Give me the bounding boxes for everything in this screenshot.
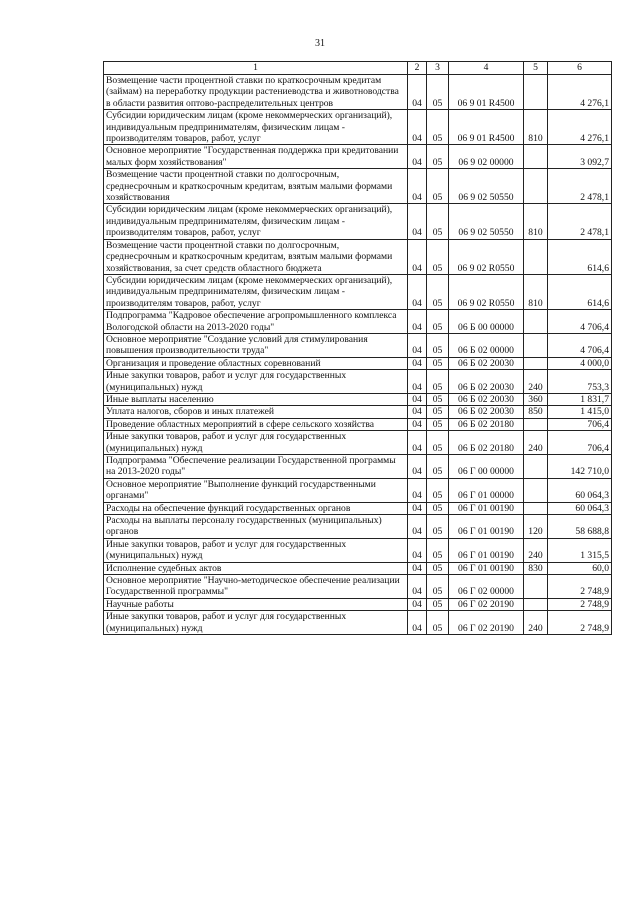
- subsection-code-cell: 05: [427, 239, 449, 274]
- expense-type-cell: [524, 478, 548, 502]
- target-article-cell: 06 9 01 R4500: [449, 75, 524, 110]
- subsection-code-cell: 05: [427, 418, 449, 430]
- section-code-cell: 04: [408, 75, 427, 110]
- target-article-cell: 06 9 02 R0550: [449, 239, 524, 274]
- target-article-cell: 06 Г 01 00190: [449, 515, 524, 539]
- row-name-cell: Подпрограмма "Кадровое обеспечение агропромышленного комплекса Вологодской области на 2013-2020 годы": [104, 310, 408, 334]
- target-article-cell: 06 Г 01 00190: [449, 538, 524, 562]
- amount-cell: 142 710,0: [548, 455, 612, 479]
- expense-type-cell: 810: [524, 110, 548, 145]
- section-code-cell: 04: [408, 455, 427, 479]
- header-row: [104, 62, 612, 75]
- row-name-cell: Иные закупки товаров, работ и услуг для государственных (муниципальных) нужд: [104, 370, 408, 394]
- column-header: 3: [427, 62, 449, 75]
- amount-cell: 2 478,1: [548, 169, 612, 204]
- subsection-code-cell: 05: [427, 431, 449, 455]
- subsection-code-cell: 05: [427, 145, 449, 169]
- table-row: [104, 274, 612, 309]
- expense-type-cell: [524, 357, 548, 369]
- target-article-cell: 06 Г 02 20190: [449, 598, 524, 610]
- section-code-cell: 04: [408, 370, 427, 394]
- table-row: [104, 611, 612, 635]
- amount-cell: 2 748,9: [548, 575, 612, 599]
- section-code-cell: 04: [408, 538, 427, 562]
- amount-cell: 60 064,3: [548, 478, 612, 502]
- subsection-code-cell: 05: [427, 310, 449, 334]
- row-name-cell: Иные выплаты населению: [104, 393, 408, 405]
- subsection-code-cell: 05: [427, 538, 449, 562]
- column-header: 5: [524, 62, 548, 75]
- table-row: [104, 406, 612, 418]
- expense-type-cell: [524, 145, 548, 169]
- subsection-code-cell: 05: [427, 393, 449, 405]
- table-row: [104, 110, 612, 145]
- expense-type-cell: 810: [524, 274, 548, 309]
- subsection-code-cell: 05: [427, 370, 449, 394]
- row-name-cell: Субсидии юридическим лицам (кроме некоммерческих организаций), индивидуальным предпринимателям, физическим лицам - производителям товаров, работ, услуг: [104, 110, 408, 145]
- amount-cell: 4 000,0: [548, 357, 612, 369]
- section-code-cell: 04: [408, 333, 427, 357]
- expense-type-cell: 240: [524, 431, 548, 455]
- expense-type-cell: 240: [524, 370, 548, 394]
- target-article-cell: 06 Б 02 20180: [449, 418, 524, 430]
- table-row: [104, 478, 612, 502]
- amount-cell: 4 706,4: [548, 310, 612, 334]
- section-code-cell: 04: [408, 145, 427, 169]
- row-name-cell: Возмещение части процентной ставки по долгосрочным, среднесрочным и краткосрочным кредитам, взятым малыми формами хозяйствования: [104, 169, 408, 204]
- expense-type-cell: [524, 455, 548, 479]
- section-code-cell: 04: [408, 502, 427, 514]
- row-name-cell: Основное мероприятие "Государственная поддержка при кредитовании малых форм хозяйствования": [104, 145, 408, 169]
- table-row: [104, 418, 612, 430]
- amount-cell: 2 748,9: [548, 598, 612, 610]
- amount-cell: 4 276,1: [548, 110, 612, 145]
- table-row: [104, 169, 612, 204]
- target-article-cell: 06 9 02 50550: [449, 204, 524, 239]
- target-article-cell: 06 Б 02 20030: [449, 357, 524, 369]
- expense-type-cell: [524, 598, 548, 610]
- table-row: [104, 239, 612, 274]
- expense-type-cell: 810: [524, 204, 548, 239]
- target-article-cell: 06 Г 02 20190: [449, 611, 524, 635]
- subsection-code-cell: 05: [427, 169, 449, 204]
- expense-type-cell: [524, 75, 548, 110]
- subsection-code-cell: 05: [427, 75, 449, 110]
- section-code-cell: 04: [408, 418, 427, 430]
- target-article-cell: 06 Б 02 20030: [449, 406, 524, 418]
- expense-type-cell: 830: [524, 562, 548, 574]
- amount-cell: 614,6: [548, 274, 612, 309]
- table-row: [104, 562, 612, 574]
- amount-cell: 753,3: [548, 370, 612, 394]
- target-article-cell: 06 9 02 50550: [449, 169, 524, 204]
- row-name-cell: Научные работы: [104, 598, 408, 610]
- section-code-cell: 04: [408, 478, 427, 502]
- row-name-cell: Проведение областных мероприятий в сфере сельского хозяйства: [104, 418, 408, 430]
- row-name-cell: Субсидии юридическим лицам (кроме некоммерческих организаций), индивидуальным предпринимателям, физическим лицам - производителям товаров, работ, услуг: [104, 204, 408, 239]
- expense-type-cell: [524, 239, 548, 274]
- amount-cell: 1 831,7: [548, 393, 612, 405]
- expense-type-cell: [524, 502, 548, 514]
- expense-type-cell: [524, 310, 548, 334]
- subsection-code-cell: 05: [427, 333, 449, 357]
- row-name-cell: Возмещение части процентной ставки по краткосрочным кредитам (займам) на переработку продукции растениеводства и животноводства в области развития оптово-распределительных центров: [104, 75, 408, 110]
- amount-cell: 614,6: [548, 239, 612, 274]
- expense-type-cell: [524, 169, 548, 204]
- section-code-cell: 04: [408, 575, 427, 599]
- subsection-code-cell: 05: [427, 598, 449, 610]
- row-name-cell: Иные закупки товаров, работ и услуг для государственных (муниципальных) нужд: [104, 431, 408, 455]
- column-header: 2: [408, 62, 427, 75]
- amount-cell: 2 478,1: [548, 204, 612, 239]
- section-code-cell: 04: [408, 562, 427, 574]
- expense-type-cell: 240: [524, 538, 548, 562]
- subsection-code-cell: 05: [427, 110, 449, 145]
- target-article-cell: 06 Г 01 00000: [449, 478, 524, 502]
- subsection-code-cell: 05: [427, 357, 449, 369]
- amount-cell: 1 415,0: [548, 406, 612, 418]
- amount-cell: 60 064,3: [548, 502, 612, 514]
- row-name-cell: Исполнение судебных актов: [104, 562, 408, 574]
- budget-table: [103, 61, 612, 635]
- subsection-code-cell: 05: [427, 611, 449, 635]
- amount-cell: 4 276,1: [548, 75, 612, 110]
- table-row: [104, 310, 612, 334]
- table-row: [104, 370, 612, 394]
- amount-cell: 1 315,5: [548, 538, 612, 562]
- row-name-cell: Иные закупки товаров, работ и услуг для государственных (муниципальных) нужд: [104, 538, 408, 562]
- subsection-code-cell: 05: [427, 562, 449, 574]
- table-row: [104, 333, 612, 357]
- amount-cell: 4 706,4: [548, 333, 612, 357]
- row-name-cell: Подпрограмма "Обеспечение реализации Государственной программы на 2013-2020 годы": [104, 455, 408, 479]
- row-name-cell: Основное мероприятие "Создание условий для стимулирования повышения производительности труда": [104, 333, 408, 357]
- row-name-cell: Расходы на выплаты персоналу государственных (муниципальных) органов: [104, 515, 408, 539]
- target-article-cell: 06 Б 02 20180: [449, 431, 524, 455]
- target-article-cell: 06 Б 02 20030: [449, 393, 524, 405]
- section-code-cell: 04: [408, 204, 427, 239]
- section-code-cell: 04: [408, 274, 427, 309]
- section-code-cell: 04: [408, 393, 427, 405]
- target-article-cell: 06 9 01 R4500: [449, 110, 524, 145]
- row-name-cell: Основное мероприятие "Выполнение функций государственными органами": [104, 478, 408, 502]
- target-article-cell: 06 Г 01 00190: [449, 502, 524, 514]
- table-row: [104, 357, 612, 369]
- section-code-cell: 04: [408, 515, 427, 539]
- amount-cell: 706,4: [548, 418, 612, 430]
- row-name-cell: Расходы на обеспечение функций государственных органов: [104, 502, 408, 514]
- expense-type-cell: 850: [524, 406, 548, 418]
- table-body: [104, 75, 612, 635]
- subsection-code-cell: 05: [427, 478, 449, 502]
- expense-type-cell: 120: [524, 515, 548, 539]
- expense-type-cell: [524, 333, 548, 357]
- subsection-code-cell: 05: [427, 204, 449, 239]
- expense-type-cell: 240: [524, 611, 548, 635]
- subsection-code-cell: 05: [427, 515, 449, 539]
- section-code-cell: 04: [408, 169, 427, 204]
- target-article-cell: 06 Б 00 00000: [449, 310, 524, 334]
- target-article-cell: 06 9 02 00000: [449, 145, 524, 169]
- row-name-cell: Уплата налогов, сборов и иных платежей: [104, 406, 408, 418]
- target-article-cell: 06 9 02 R0550: [449, 274, 524, 309]
- subsection-code-cell: 05: [427, 274, 449, 309]
- table-row: [104, 145, 612, 169]
- table-row: [104, 393, 612, 405]
- section-code-cell: 04: [408, 406, 427, 418]
- row-name-cell: Организация и проведение областных соревнований: [104, 357, 408, 369]
- table-row: [104, 75, 612, 110]
- section-code-cell: 04: [408, 310, 427, 334]
- expense-type-cell: [524, 418, 548, 430]
- amount-cell: 706,4: [548, 431, 612, 455]
- table-row: [104, 455, 612, 479]
- amount-cell: 3 092,7: [548, 145, 612, 169]
- subsection-code-cell: 05: [427, 455, 449, 479]
- column-header: 1: [104, 62, 408, 75]
- table-row: [104, 502, 612, 514]
- amount-cell: 58 688,8: [548, 515, 612, 539]
- section-code-cell: 04: [408, 239, 427, 274]
- subsection-code-cell: 05: [427, 502, 449, 514]
- target-article-cell: 06 Б 02 20030: [449, 370, 524, 394]
- target-article-cell: 06 Г 00 00000: [449, 455, 524, 479]
- row-name-cell: Субсидии юридическим лицам (кроме некоммерческих организаций), индивидуальным предпринимателям, физическим лицам - производителям товаров, работ, услуг: [104, 274, 408, 309]
- amount-cell: 2 748,9: [548, 611, 612, 635]
- page-number: 31: [315, 38, 325, 49]
- table-header: [104, 62, 612, 75]
- section-code-cell: 04: [408, 431, 427, 455]
- section-code-cell: 04: [408, 110, 427, 145]
- section-code-cell: 04: [408, 598, 427, 610]
- section-code-cell: 04: [408, 611, 427, 635]
- expense-type-cell: [524, 575, 548, 599]
- row-name-cell: Возмещение части процентной ставки по долгосрочным, среднесрочным и краткосрочным кредитам, взятым малыми формами хозяйствования, за счет средств областного бюджета: [104, 239, 408, 274]
- table-row: [104, 598, 612, 610]
- column-header: 4: [449, 62, 524, 75]
- subsection-code-cell: 05: [427, 406, 449, 418]
- target-article-cell: 06 Г 02 00000: [449, 575, 524, 599]
- amount-cell: 60,0: [548, 562, 612, 574]
- table-row: [104, 515, 612, 539]
- target-article-cell: 06 Б 02 00000: [449, 333, 524, 357]
- table-row: [104, 204, 612, 239]
- row-name-cell: Основное мероприятие "Научно-методическое обеспечение реализации Государственной программы": [104, 575, 408, 599]
- table-row: [104, 575, 612, 599]
- target-article-cell: 06 Г 01 00190: [449, 562, 524, 574]
- row-name-cell: Иные закупки товаров, работ и услуг для государственных (муниципальных) нужд: [104, 611, 408, 635]
- column-header: 6: [548, 62, 612, 75]
- subsection-code-cell: 05: [427, 575, 449, 599]
- table-row: [104, 538, 612, 562]
- table-row: [104, 431, 612, 455]
- expense-type-cell: 360: [524, 393, 548, 405]
- section-code-cell: 04: [408, 357, 427, 369]
